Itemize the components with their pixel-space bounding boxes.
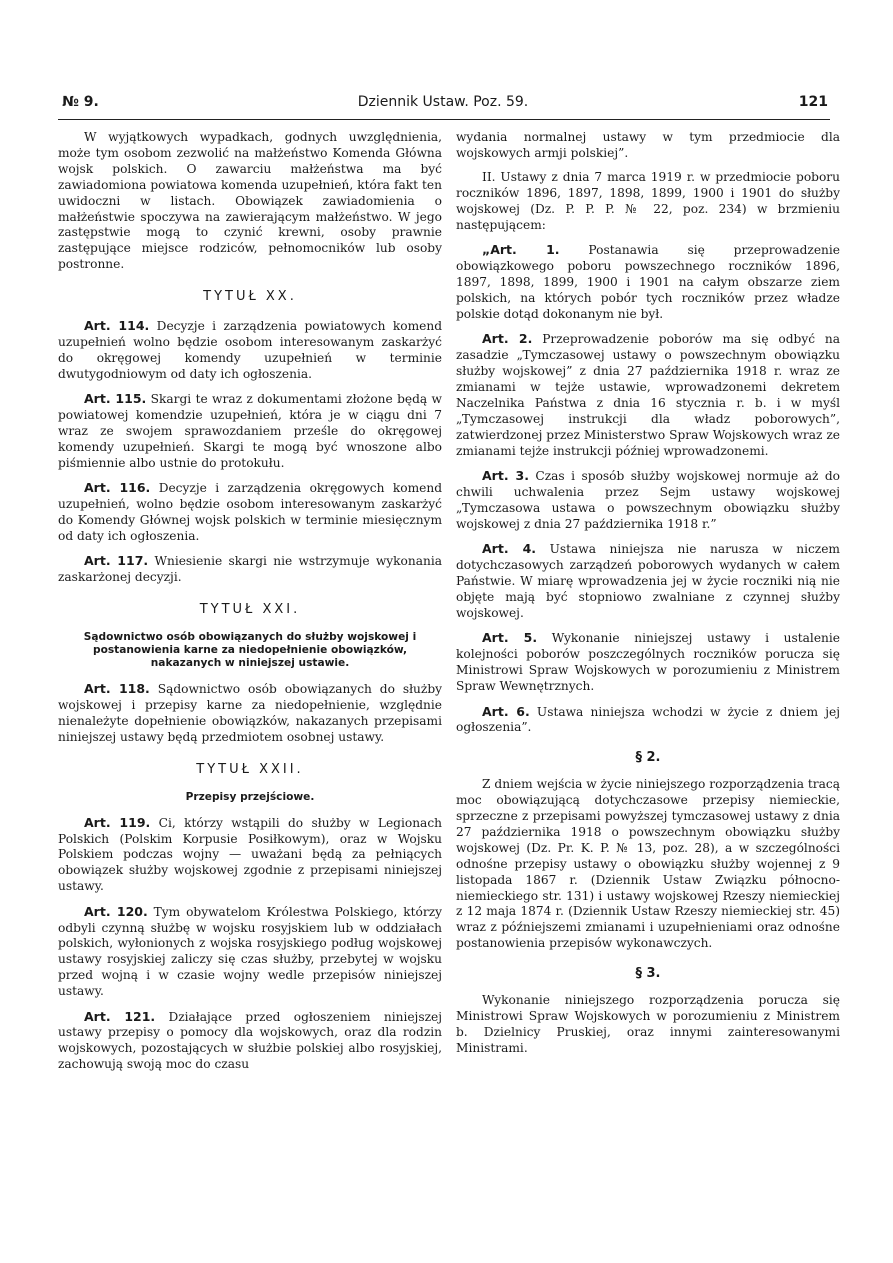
article-text: Czas i sposób służby wojskowej normuje aż do chwili uchwalenia przez Sejm ustawy wojskowej „Tymczasowa ustawa o powszechnym obowiązku służby wojskowej z dnia 27 października 1918 r.” [456, 469, 840, 531]
left-column [58, 130, 442, 1082]
article-118 [58, 681, 442, 746]
article-text: Wniesienie skargi nie wstrzymuje wykonania zaskarżonej decyzji. [58, 554, 443, 585]
article-120 [58, 904, 442, 1000]
article-label: Art. 117. [84, 553, 149, 569]
article-115 [58, 391, 442, 472]
title-xx: TYTUŁ XX. [203, 289, 297, 305]
article-label: Art. 118. [84, 681, 150, 697]
article-121 [58, 1009, 442, 1074]
article-text: Skargi te wraz z dokumentami złożone będą w powiatowej komendzie uzupełnień, która je w ciągu dni 7 wraz ze swojem sprawozdaniem prześle do okręgowej komendy uzupełnień. Skargi te mogą być wnoszone albo piśmiennie albo ustnie do protokułu. [58, 392, 442, 470]
article-text: Tym obywatelom Królestwa Polskiego, którzy odbyli czynną służbę w wojsku rosyjskiem lub w oddziałach polskich, wyłonionych z wojska rosyjskiego podług wojskowej ustawy rosyjskiej zaliczy się czas służby, przebytej w wojsku przed wojną i w czasie wojny wedle przepisów niniejszej ustawy. [58, 904, 442, 999]
article-label: Art. 2. [482, 331, 533, 347]
title-xxii: TYTUŁ XXII. [196, 761, 304, 777]
article-5 [456, 630, 840, 695]
header-rule [58, 119, 830, 120]
article-label: Art. 120. [84, 903, 148, 919]
paragraph-ii: II. Ustawy z dnia 7 marca 1919 r. w przedmiocie poboru roczników 1896, 1897, 1898, 1899, 1900 i 1901 do służby wojskowej (Dz. P. P. P. № 22, poz. 234) w brzmieniu następującem: [456, 170, 840, 233]
article-text: Decyzje i zarządzenia okręgowych komend uzupełnień, wolno będzie osobom interesowanym zaskarżyć do Komendy Głównej wojsk polskich w terminie miesięcznym od daty ich ogłoszenia. [58, 481, 443, 543]
article-2 [456, 331, 840, 459]
article-text: Wykonanie niniejszej ustawy i ustalenie kolejności poborów poszczególnych roczników porucza się Ministrowi Spraw Wojskowych w porozumieniu z Ministrem Spraw Wewnętrznych. [456, 631, 840, 694]
right-column [456, 130, 840, 1065]
article-label: Art. 5. [482, 630, 538, 646]
article-label: Art. 121. [84, 1008, 156, 1024]
section-3-heading: § 3. [635, 966, 661, 982]
section-2-text: Z dniem wejścia w życie niniejszego rozporządzenia tracą moc obowiązującą dotychczasowe przepisy niemieckie, sprzeczne z przepisami powyższej tymczasowej ustawy z dnia 27 października 1918 o powszechnym obowiązku służby wojskowej (Dz. Pr. K. P. № 13, poz. 28), a w szczególności odnośne przepisy ustawy o obowiązku służby wojennej z 9 listopada 1867 r. (Dziennik Ustaw Związku północno-niemieckiego str. 131) i ustawy wojskowej Rzeszy niemieckiej z 12 maja 1874 r. (Dziennik Ustaw Rzeszy niemieckiej str. 45) wraz z późniejszemi zmianami i uzupełnieniami oraz odnośne postanowienia przepisów wykonawczych. [456, 777, 840, 951]
page-number: 121 [798, 94, 828, 110]
issue-number: № 9. [62, 94, 99, 110]
article-6 [456, 704, 840, 737]
article-label: Art. 4. [482, 541, 537, 557]
article-label: Art. 114. [84, 318, 150, 334]
continuation-paragraph: wydania normalnej ustawy w tym przedmiocie dla wojskowych armji polskiej”. [456, 130, 840, 160]
intro-paragraph: W wyjątkowych wypadkach, godnych uwzględnienia, może tym osobom zezwolić na małżeństwo Komenda Główna wojsk polskich. O zawarciu małżeństwa ma być zawiadomiona powiatowa komenda uzupełnień, która fakt ten uwidoczni w listach. Obowiązek zawiadomienia o małżeństwie spoczywa na zawierającym małżeństwo. W jego zastępstwie mogą to czynić krewni, osoby prawnie zastępujące miejsce rodziców, pełnomocników lub osoby postronne. [58, 130, 442, 272]
article-117 [58, 553, 442, 586]
article-1 [456, 242, 840, 323]
page-header [58, 92, 828, 122]
article-3 [456, 468, 840, 533]
article-label: Art. 115. [84, 391, 147, 407]
journal-title: Dziennik Ustaw. Poz. 59. [357, 94, 529, 110]
article-text: Sądownictwo osób obowiązanych do służby wojskowej i przepisy karne za niedopełnienie, względnie nienależyte dopełnienie obowiązków, nakazanych przepisami niniejszej ustawy będą przedmiotem osobnej ustawy. [58, 682, 442, 744]
article-text: Ustawa niniejsza wchodzi w życie z dniem jej ogłoszenia”. [456, 704, 840, 735]
article-119 [58, 815, 442, 896]
article-text: Ustawa niniejsza nie narusza w niczem dotychczasowych zarządzeń poborowych wydanych w całem Państwie. W miarę wprowadzenia jej w życie roczniki nią nie objęte mają być stopniowo zwalniane z czynnej służby wojskowej. [456, 542, 840, 620]
article-116 [58, 480, 442, 545]
article-text: Ci, którzy wstąpili do służby w Legionach Polskich (Polskim Korpusie Posiłkowym), oraz w Wojsku Polskiem podczas wojny — uważani będą za pełniących obowiązek służby wojskowej zgodnie z przepisami niniejszej ustawy. [58, 815, 442, 894]
article-label: Art. 116. [84, 480, 151, 496]
article-label: Art. 119. [84, 814, 151, 830]
title-xxi: TYTUŁ XXI. [199, 602, 301, 618]
subtitle-xxi: Sądownictwo osób obowiązanych do służby wojskowej i postanowienia karne za niedopełnienie obowiązków, nakazanych w niniejszej ustawie. [83, 631, 417, 670]
subtitle-xxii: Przepisy przejściowe. [185, 790, 315, 803]
article-114 [58, 318, 442, 383]
article-text: Decyzje i zarządzenia powiatowych komend uzupełnień wolno będzie osobom interesowanym zaskarżyć do okręgowej komendy uzupełnień w terminie dwutygodniowym od daty ich ogłoszenia. [58, 319, 442, 381]
article-label: Art. 3. [482, 468, 529, 484]
article-label: „Art. 1. [482, 242, 560, 258]
article-text: Przeprowadzenie poborów ma się odbyć na zasadzie „Tymczasowej ustawy o powszechnym obowiązku służby wojskowej” z dnia 27 października 1918 r. wraz ze zmianami w tejże ustawie, wprowadzonemi dekretem Naczelnika Państwa z dnia 16 stycznia r. b. i w myśl „Tymczasowej instrukcji dla władz poborowych”, zatwierdzonej przez Ministerstwo Spraw Wojskowych wraz ze zmianami tejże instrukcji później wprowadzonemi. [456, 332, 840, 458]
article-text: Działające przed ogłoszeniem niniejszej ustawy przepisy o pomocy dla wojskowych, oraz dla rodzin wojskowych, pozostających w służbie polskiej albo rosyjskiej, zachowują swoją moc do czasu [58, 1009, 442, 1072]
section-3-text: Wykonanie niniejszego rozporządzenia porucza się Ministrowi Spraw Wojskowych w porozumieniu z Ministrem b. Dzielnicy Pruskiej, oraz innymi zainteresowanymi Ministrami. [456, 993, 840, 1055]
section-2-heading: § 2. [635, 750, 661, 766]
article-text: Postanawia się przeprowadzenie obowiązkowego poboru powszechnego roczników 1896, 1897, 1898, 1899, 1900 i 1901 na całym obszarze ziem polskich, na których pobór tych roczników przez władze polskie dotąd dokonanym nie był. [456, 243, 840, 322]
article-label: Art. 6. [482, 703, 530, 719]
article-4 [456, 541, 840, 622]
